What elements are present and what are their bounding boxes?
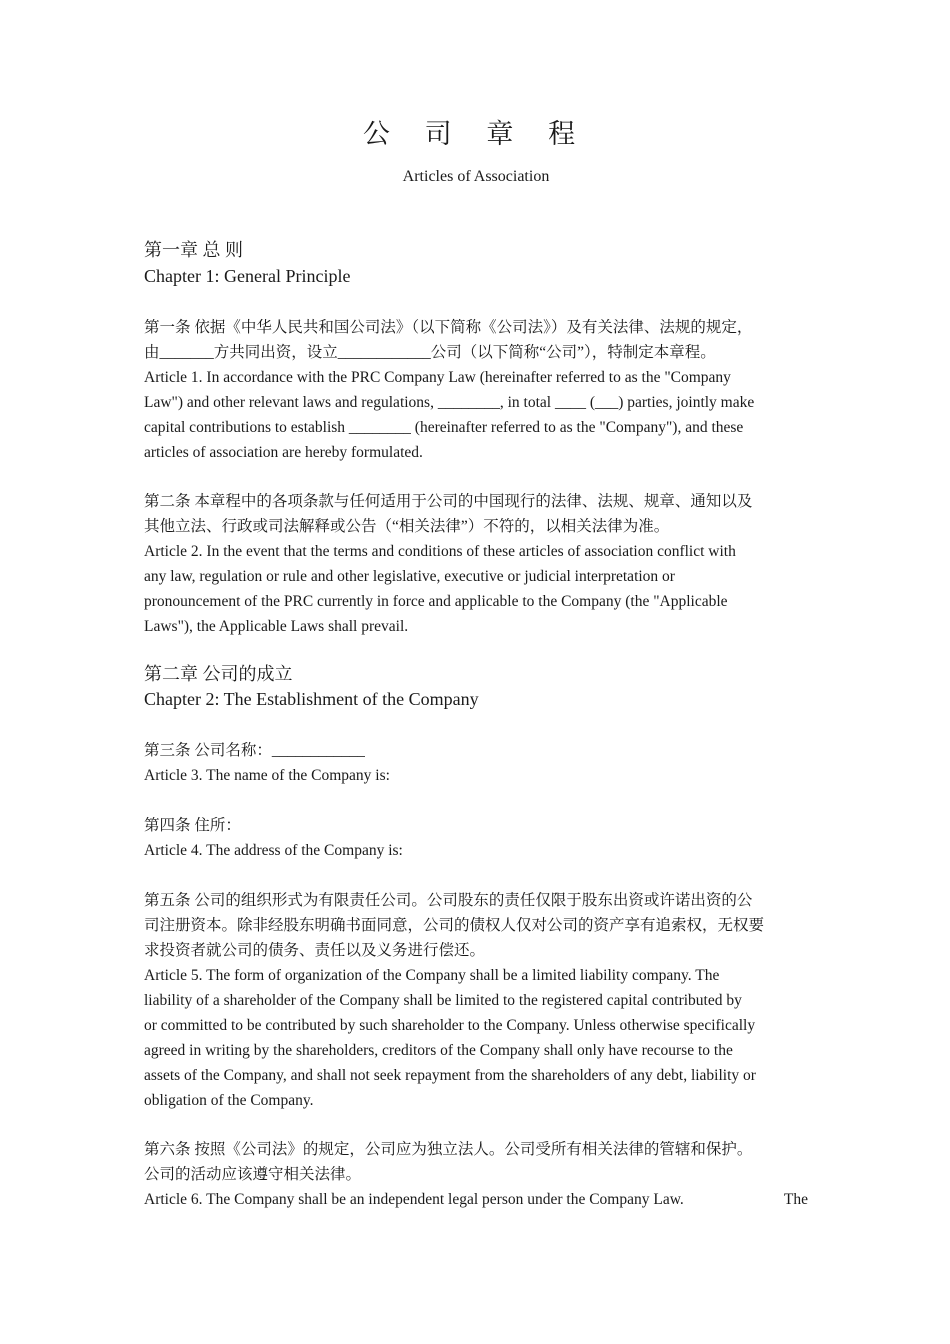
article-5-zh-line: 司注册资本。除非经股东明确书面同意，公司的债权人仅对公司的资产享有追索权，无权要 — [144, 917, 765, 934]
chapter-1-heading-zh: 第一章 总 则 — [144, 240, 243, 260]
article-6-en-line — [144, 1187, 808, 1212]
article-3-en-line: Article 3. The name of the Company is: — [144, 767, 390, 784]
article-5-en-line: liability of a shareholder of the Company shall be limited to the registered capital contributed by — [144, 992, 742, 1009]
chapter-2-heading-zh: 第二章 公司的成立 — [144, 664, 293, 684]
article-4 — [144, 813, 808, 863]
article-1-en-line: capital contributions to establish ________ (hereinafter referred to as the "Company"), and these — [144, 419, 744, 436]
article-5-en-line: agreed in writing by the shareholders, creditors of the Company shall only have recourse to the — [144, 1042, 733, 1059]
article-2-zh-line: 其他立法、行政或司法解释或公告（“相关法律”）不符的，以相关法律为准。 — [144, 518, 670, 535]
article-3 — [144, 738, 808, 788]
article-6-zh-line: 第六条 按照《公司法》的规定，公司应为独立法人。公司受所有相关法律的管辖和保护。 — [144, 1141, 753, 1158]
article-5-en-line: or committed to be contributed by such shareholder to the Company. Unless otherwise specifically — [144, 1017, 756, 1034]
document-title-en: Articles of Association — [402, 168, 550, 185]
article-1-zh-line: 第一条 依据《中华人民共和国公司法》（以下简称《公司法》）及有关法律、法规的规定， — [144, 319, 753, 336]
article-6 — [144, 1137, 808, 1212]
article-2-zh-line: 第二条 本章程中的各项条款与任何适用于公司的中国现行的法律、法规、规章、通知以及 — [144, 493, 753, 510]
article-5-en-line: assets of the Company, and shall not seek repayment from the shareholders of any debt, liability or — [144, 1067, 756, 1084]
article-4-en-line: Article 4. The address of the Company is: — [144, 842, 403, 859]
article-1-en-line: articles of association are hereby formulated. — [144, 444, 423, 461]
article-2-en-line: Article 2. In the event that the terms and conditions of these articles of association conflict with — [144, 543, 736, 560]
article-2-en-line: pronouncement of the PRC currently in force and applicable to the Company (the "Applicable — [144, 593, 728, 610]
article-1 — [144, 315, 808, 465]
article-5-zh-line: 求投资者就公司的债务、责任以及义务进行偿还。 — [144, 942, 486, 959]
article-5 — [144, 888, 808, 1113]
article-6-zh-line: 公司的活动应该遵守相关法律。 — [144, 1166, 362, 1183]
article-6-en-text: Article 6. The Company shall be an independent legal person under the Company Law. — [144, 1191, 684, 1208]
document-title-zh: 公 司 章 程 — [362, 119, 590, 149]
article-3-zh-line: 第三条 公司名称：____________ — [144, 742, 365, 759]
article-5-en-line: Article 5. The form of organization of the Company shall be a limited liability company. The — [144, 967, 720, 984]
article-1-zh-line: 由_______方共同出资，设立____________公司（以下简称“公司”），特制定本章程。 — [144, 344, 716, 361]
article-2-en-line: Laws"), the Applicable Laws shall prevail. — [144, 618, 409, 635]
article-4-zh-line: 第四条 住所： — [144, 817, 241, 834]
chapter-1-heading-en: Chapter 1: General Principle — [144, 266, 351, 286]
article-2 — [144, 489, 808, 639]
chapter-2-heading-en: Chapter 2: The Establishment of the Company — [144, 689, 479, 709]
article-5-en-line: obligation of the Company. — [144, 1092, 314, 1109]
article-1-en-line: Article 1. In accordance with the PRC Company Law (hereinafter referred to as the "Company — [144, 369, 731, 386]
article-1-en-line: Law") and other relevant laws and regulations, ________, in total ____ (___) parties, jointly make — [144, 394, 755, 411]
article-6-en-continuation: The — [783, 1191, 808, 1208]
article-2-en-line: any law, regulation or rule and other legislative, executive or judicial interpretation or — [144, 568, 675, 585]
article-5-zh-line: 第五条 公司的组织形式为有限责任公司。公司股东的责任仅限于股东出资或许诺出资的公 — [144, 892, 753, 909]
